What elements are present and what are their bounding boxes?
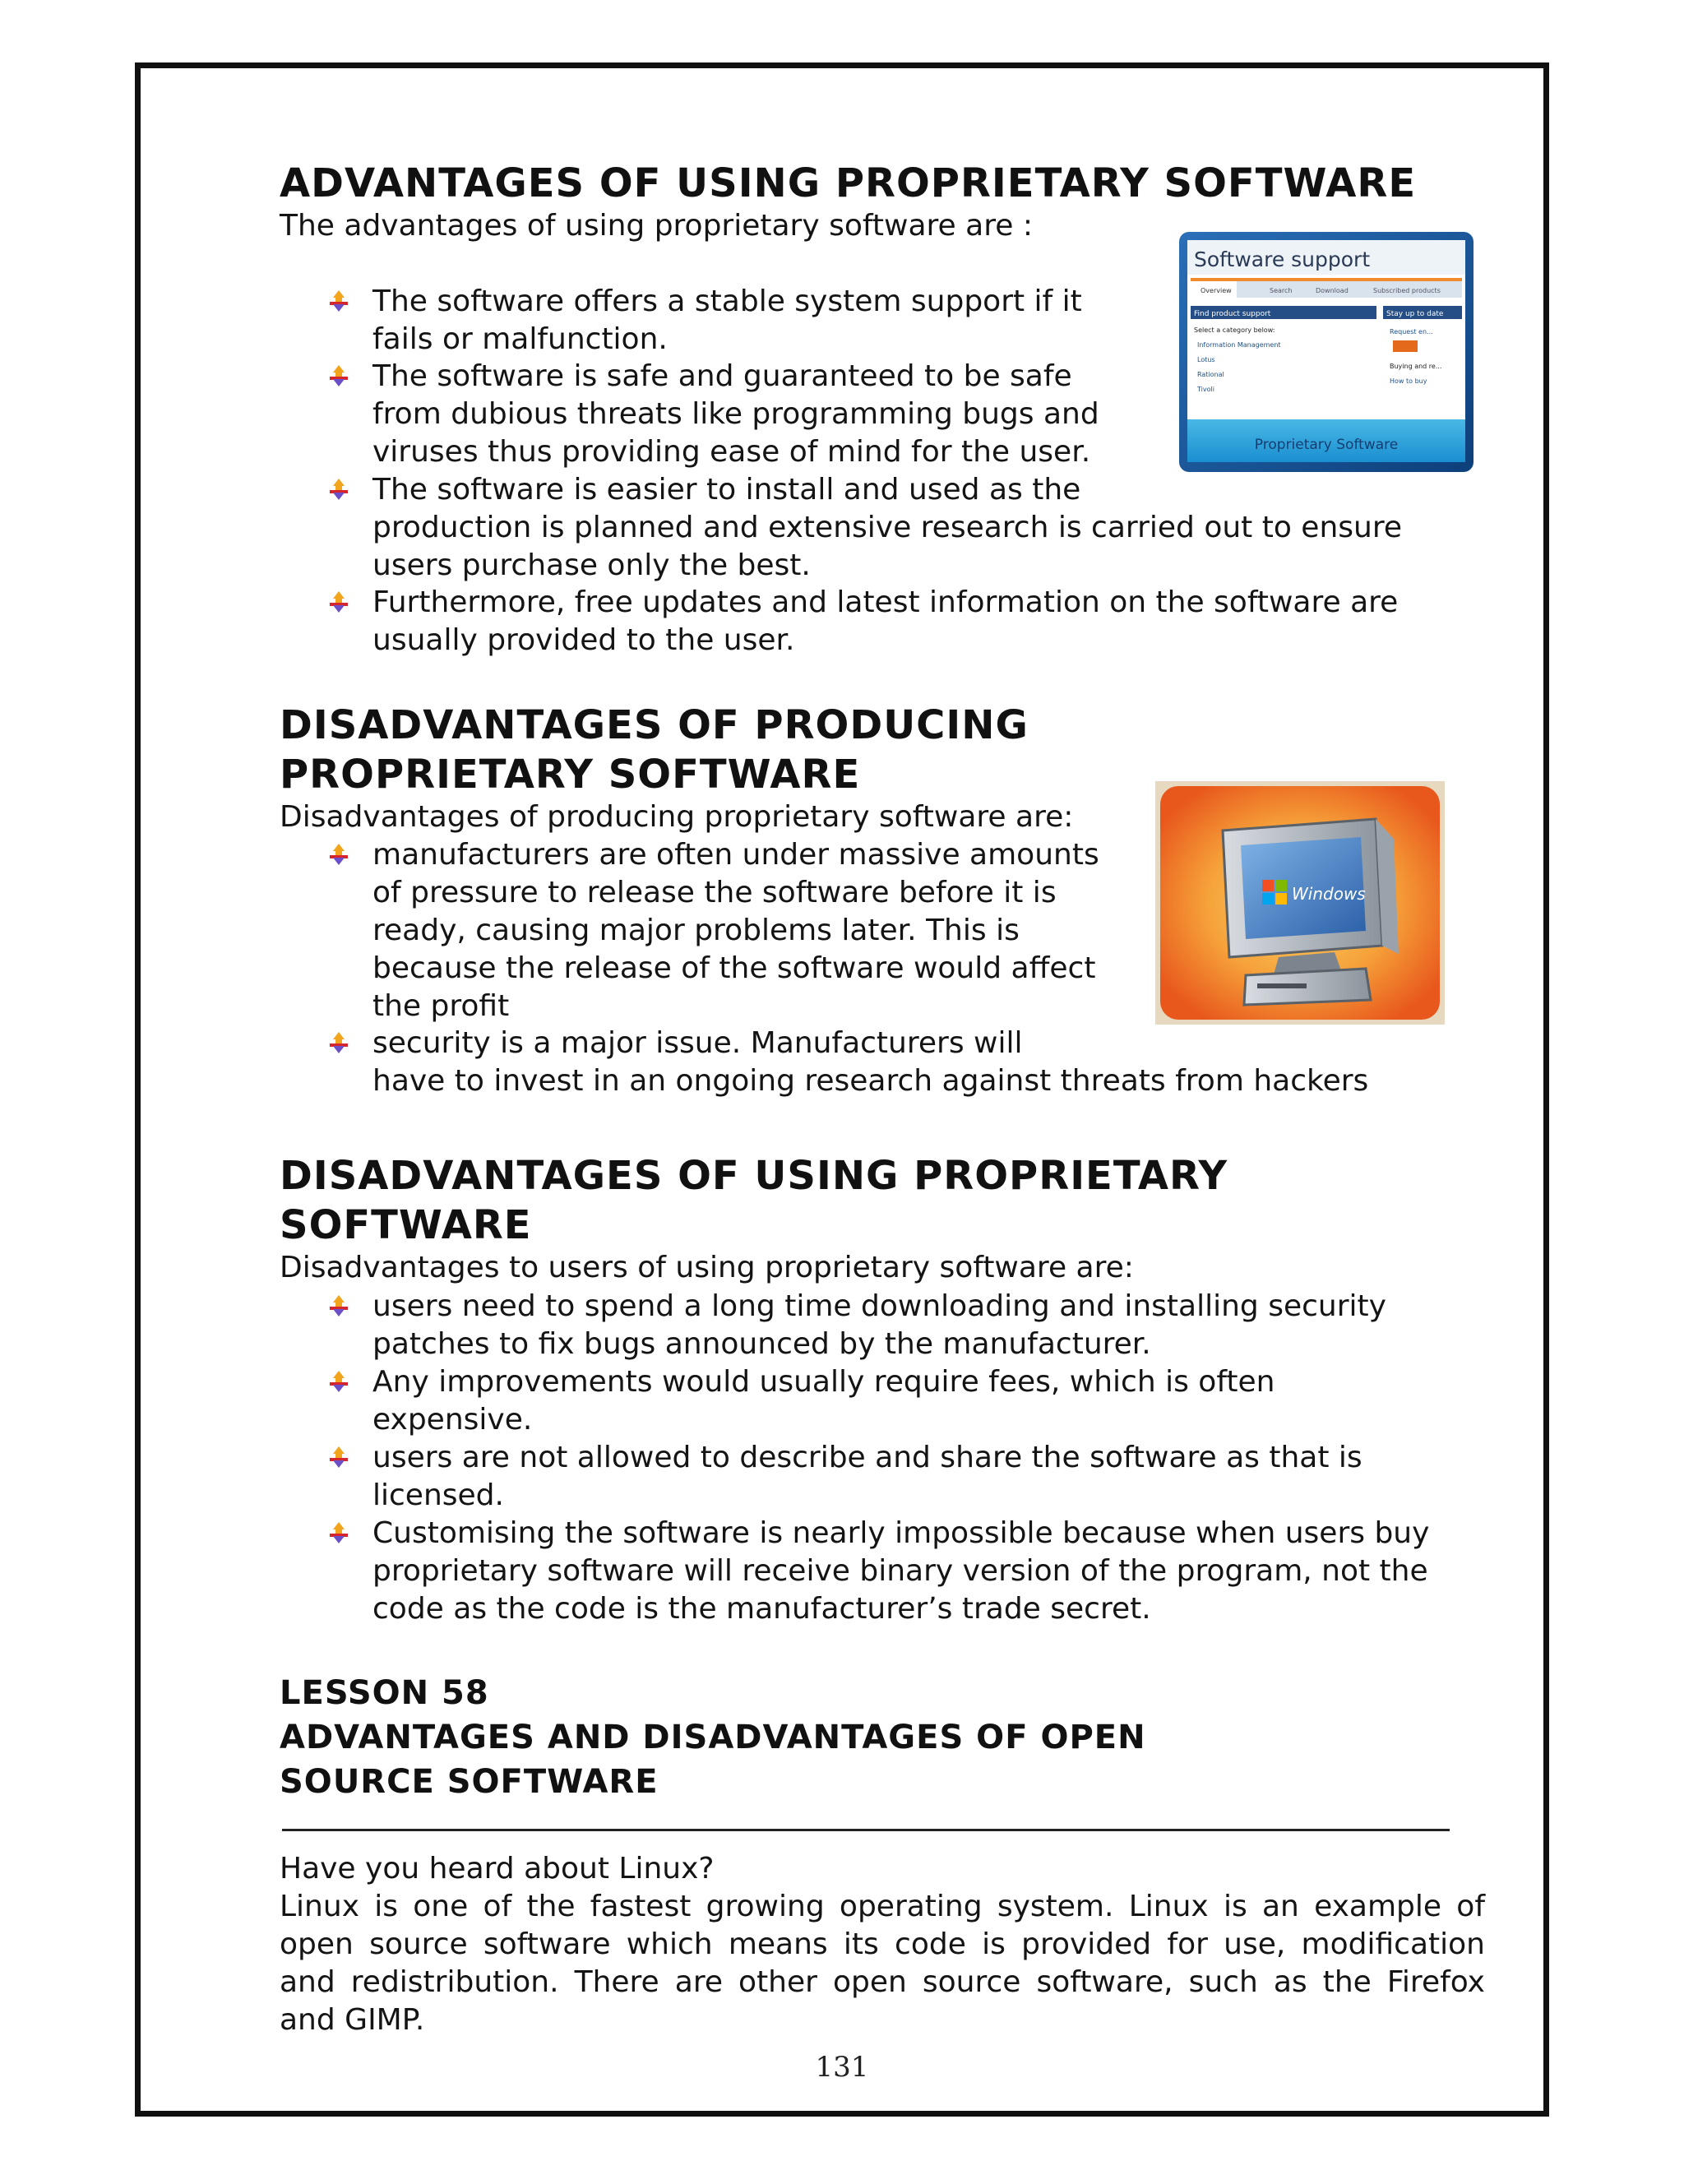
section-title-line-1: DISADVANTAGES OF USING PROPRIETARY [280, 1153, 1228, 1199]
svg-text:Tivoli: Tivoli [1197, 386, 1214, 393]
bullet-icon [327, 1294, 350, 1317]
section-title-line-2: SOFTWARE [280, 1202, 532, 1248]
svg-text:Subscribed products: Subscribed products [1373, 287, 1441, 294]
section-title-line-2: PROPRIETARY SOFTWARE [280, 752, 861, 798]
lesson-title-line-2: SOURCE SOFTWARE [280, 1763, 659, 1801]
divider-line [282, 1829, 1450, 1831]
svg-text:Lotus: Lotus [1197, 356, 1215, 363]
lesson-number: LESSON 58 [280, 1674, 489, 1712]
bullet-icon [327, 1031, 350, 1054]
svg-text:Buying and re...: Buying and re... [1390, 363, 1442, 370]
section-intro: Disadvantages of producing proprietary software are: [280, 800, 1074, 834]
svg-text:Search: Search [1270, 287, 1293, 294]
list-item: The software is easier to install and used as the production is planned and extensive research is carried out to ensure users purchase only the best. [372, 473, 1403, 582]
section-intro: Disadvantages to users of using proprietary software are: [280, 1251, 1134, 1284]
bullet-icon [327, 364, 350, 387]
image-caption: Proprietary Software [1254, 437, 1399, 453]
bullet-icon [327, 843, 350, 866]
computer-image [1155, 781, 1445, 1025]
svg-text:Find product support: Find product support [1194, 310, 1271, 318]
image-title: Software support [1194, 248, 1371, 271]
section-title-advantages-using: ADVANTAGES OF USING PROPRIETARY SOFTWARE [280, 160, 1417, 206]
list-item: users need to spend a long time downloading and installing security patches to fix bugs announced by the manufacturer. [372, 1289, 1386, 1361]
list-item: Any improvements would usually require fees, which is often expensive. [372, 1365, 1275, 1437]
page-number: 131 [815, 2051, 869, 2084]
svg-text:Information Management: Information Management [1197, 341, 1281, 349]
bullet-icon [327, 590, 350, 613]
svg-text:How to buy: How to buy [1390, 377, 1427, 385]
list-item: manufacturers are often under massive amounts of pressure to release the software before it is ready, causing major problems later. This is because the release of the software would affect the profit [372, 838, 1099, 1023]
section-title-line-1: DISADVANTAGES OF PRODUCING [280, 702, 1029, 748]
list-item: The software offers a stable system support if it fails or malfunction. [372, 285, 1082, 356]
software-support-image [1179, 232, 1474, 472]
bullet-icon [327, 1446, 350, 1469]
list-item: Furthermore, free updates and latest information on the software are usually provided to the user. [372, 585, 1399, 657]
list-item: security is a major issue. Manufacturers will have to invest in an ongoing research against threats from hackers [372, 1026, 1369, 1098]
list-item: users are not allowed to describe and share the software as that is licensed. [372, 1441, 1362, 1512]
bullet-icon [327, 1521, 350, 1544]
section-intro: The advantages of using proprietary software are : [280, 209, 1033, 243]
svg-text:Select a category below:: Select a category below: [1194, 326, 1275, 334]
bullet-icon [327, 1370, 350, 1393]
bullet-icon [327, 289, 350, 312]
lesson-title-line-1: ADVANTAGES AND DISADVANTAGES OF OPEN [280, 1719, 1146, 1756]
svg-text:Request en...: Request en... [1390, 328, 1433, 335]
bullet-icon [327, 478, 350, 501]
svg-text:Stay up to date: Stay up to date [1386, 310, 1444, 318]
svg-text:Rational: Rational [1197, 371, 1224, 378]
svg-text:Overview: Overview [1201, 287, 1232, 294]
list-item: Customising the software is nearly impossible because when users buy proprietary software will receive binary version of the program, not the code as the code is the manufacturer’s trade secret. [372, 1516, 1430, 1626]
question-text: Have you heard about Linux? [280, 1852, 715, 1886]
screen-text: Windows [1292, 884, 1366, 904]
svg-text:Download: Download [1316, 287, 1349, 294]
list-item: The software is safe and guaranteed to be safe from dubious threats like programming bugs and viruses thus providing ease of mind for the user. [372, 359, 1099, 469]
linux-paragraph: Linux is one of the fastest growing operating system. Linux is an example of open source software which means its code is provided for use, modification and redistribution. There are other open source software, such as the Firefox and GIMP. [280, 1890, 1485, 2037]
